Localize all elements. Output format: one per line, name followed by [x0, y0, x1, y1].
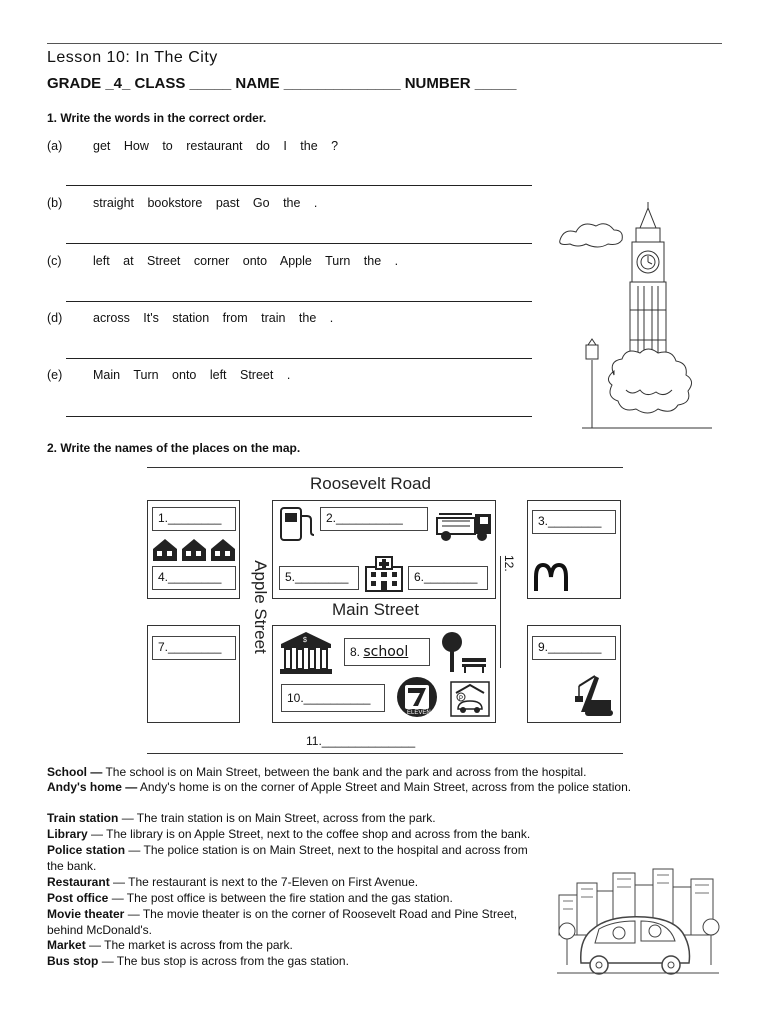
item-label: (e) [47, 368, 63, 382]
desc-term: Library [47, 827, 88, 841]
description-movie-theater [47, 907, 537, 938]
answer-line-d[interactable] [66, 358, 532, 359]
road-main-street: Main Street [332, 600, 419, 619]
label-5[interactable]: 5.________ [279, 566, 359, 590]
item-words: Main Turn onto left Street . [93, 368, 291, 382]
desc-term: Movie theater [47, 907, 125, 921]
label-1[interactable]: 1.________ [152, 507, 236, 531]
label-8-handwritten: school [363, 644, 409, 660]
item-label: (a) [47, 139, 63, 153]
label-10[interactable]: 10.__________ [281, 684, 385, 712]
desc-term: Andy's home — [47, 780, 138, 794]
park-tree-bench-icon [438, 630, 488, 674]
svg-text:ELEVEN: ELEVEN [407, 710, 431, 716]
desc-term: School — [47, 765, 103, 779]
map-top-road-line [147, 467, 623, 468]
label-8-number: 8. [350, 645, 361, 659]
city-car-illustration [553, 865, 723, 977]
mcdonalds-icon [533, 563, 569, 593]
fire-truck-icon [436, 508, 494, 542]
header-rule [47, 43, 722, 44]
road-apple-street: Apple Street [251, 560, 270, 654]
desc-text: — The bus stop is across from the gas station. [101, 954, 349, 968]
label-2[interactable]: 2.__________ [320, 507, 428, 531]
item-label: (b) [47, 196, 63, 210]
item-label: (c) [47, 254, 62, 268]
desc-term: Police station [47, 843, 126, 857]
crane-construction-icon [571, 672, 615, 718]
gas-pump-icon [279, 506, 319, 542]
desc-term: Market [47, 938, 86, 952]
desc-text: — The market is across from the park. [89, 938, 293, 952]
svg-text:P: P [459, 696, 464, 702]
desc-text: — The restaurant is next to the 7-Eleven on First Avenue. [113, 875, 419, 889]
description-post-office [47, 891, 547, 907]
desc-text: — The post office is between the fire station and the gas station. [111, 891, 453, 905]
description-andys-home [47, 780, 697, 796]
item-words: straight bookstore past Go the . [93, 196, 318, 210]
hospital-icon [364, 555, 404, 593]
big-ben-illustration [552, 200, 722, 430]
parking-garage-icon [450, 681, 490, 717]
label-6[interactable]: 6.________ [408, 566, 488, 590]
description-bus-stop [47, 954, 547, 970]
label-9[interactable]: 9.________ [532, 636, 616, 660]
description-police-station [47, 843, 547, 874]
answer-line-a[interactable] [66, 185, 532, 186]
label-8[interactable] [344, 638, 430, 666]
exercise-item-c [47, 254, 527, 270]
item-words: across It's station from train the . [93, 311, 334, 325]
seven-eleven-icon [396, 676, 438, 718]
exercise-item-b [47, 196, 527, 212]
desc-text: — The police station is on Main Street, next to the hospital and across from the bank. [47, 843, 528, 873]
item-words: left at Street corner onto Apple Turn the . [93, 254, 399, 268]
bank-icon [279, 630, 333, 676]
description-school [47, 765, 697, 781]
map-bottom-road-line [147, 753, 623, 754]
description-train-station [47, 811, 697, 827]
label-4[interactable]: 4.________ [152, 566, 236, 590]
houses-icon [151, 537, 237, 561]
label-3[interactable]: 3.________ [532, 510, 616, 534]
desc-term: Restaurant [47, 875, 110, 889]
desc-text: Andy's home is on the corner of Apple Street and Main Street, across from the police station. [139, 780, 632, 794]
grade-line: GRADE _4_ CLASS _____ NAME ______________ NUMBER _____ [47, 75, 517, 92]
description-restaurant [47, 875, 547, 891]
exercise-item-a [47, 139, 527, 155]
svg-text:$: $ [303, 637, 307, 644]
section1-title: 1. Write the words in the correct order. [47, 111, 267, 125]
desc-text: — The library is on Apple Street, next to the coffee shop and across from the bank. [91, 827, 531, 841]
description-market [47, 938, 547, 954]
exercise-item-e [47, 368, 527, 384]
desc-text: — The train station is on Main Street, across from the park. [121, 811, 436, 825]
desc-term: Bus stop [47, 954, 99, 968]
answer-line-b[interactable] [66, 243, 532, 244]
road-12-line [500, 556, 501, 668]
item-words: get How to restaurant do I the ? [93, 139, 339, 153]
answer-line-c[interactable] [66, 301, 532, 302]
section2-title: 2. Write the names of the places on the map. [47, 441, 301, 455]
desc-text: The school is on Main Street, between the bank and the park and across from the hospital. [105, 765, 587, 779]
description-library [47, 827, 697, 843]
road-roosevelt: Roosevelt Road [310, 474, 431, 493]
answer-line-e[interactable] [66, 416, 532, 417]
label-12[interactable]: 12. [502, 555, 516, 572]
desc-term: Post office [47, 891, 109, 905]
exercise-item-d [47, 311, 527, 327]
desc-text: — The movie theater is on the corner of Roosevelt Road and Pine Street, behind McDonald's. [47, 907, 518, 937]
desc-term: Train station [47, 811, 119, 825]
item-label: (d) [47, 311, 63, 325]
lesson-title: Lesson 10: In The City [47, 49, 218, 66]
label-7[interactable]: 7.________ [152, 636, 236, 660]
label-11[interactable]: 11.______________ [306, 734, 416, 748]
